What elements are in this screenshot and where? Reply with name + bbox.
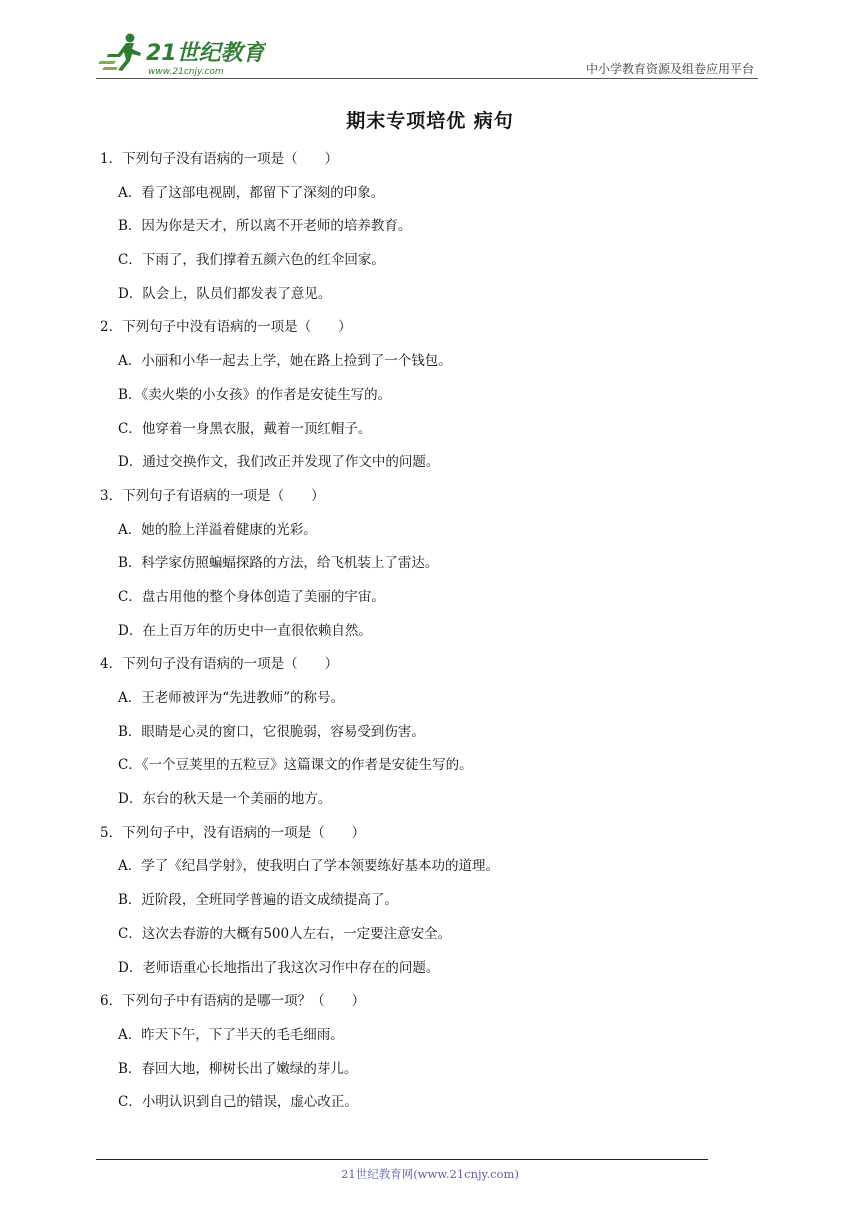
answer-option: A．昨天下午，下了半天的毛毛细雨。	[118, 1026, 344, 1043]
question-list	[100, 149, 740, 1126]
header-divider	[96, 78, 758, 79]
footer-divider	[96, 1159, 708, 1160]
answer-option: B．眼睛是心灵的窗口，它很脆弱，容易受到伤害。	[118, 723, 425, 740]
answer-option: C．小明认识到自己的错误，虚心改正。	[118, 1094, 358, 1111]
answer-option: C．下雨了，我们撑着五颜六色的红伞回家。	[118, 252, 385, 269]
answer-option: D．队会上，队员们都发表了意见。	[118, 285, 332, 302]
question-stem: 2．下列句子中没有语病的一项是（ ）	[100, 319, 352, 336]
answer-option: B．科学家仿照蝙蝠探路的方法，给飞机装上了雷达。	[118, 555, 439, 572]
answer-option: A．她的脸上洋溢着健康的光彩。	[118, 521, 317, 538]
question-stem: 3．下列句子有语病的一项是（ ）	[100, 487, 325, 504]
answer-option: B．近阶段，全班同学普遍的语文成绩提高了。	[118, 892, 398, 909]
question-stem: 4．下列句子没有语病的一项是（ ）	[100, 656, 339, 673]
question-stem: 6．下列句子中有语病的是哪一项？（ ）	[100, 993, 366, 1010]
answer-option: C．他穿着一身黑衣服，戴着一顶红帽子。	[118, 420, 372, 437]
logo-21cnjy	[96, 30, 266, 78]
question-stem: 1．下列句子没有语病的一项是（ ）	[100, 151, 339, 167]
answer-option: A．小丽和小华一起去上学，她在路上捡到了一个钱包。	[118, 353, 452, 370]
answer-option: D．在上百万年的历史中一直很依赖自然。	[118, 622, 372, 639]
answer-option: D．老师语重心长地指出了我这次习作中存在的问题。	[118, 959, 440, 976]
answer-option: D．通过交换作文，我们改正并发现了作文中的问题。	[118, 454, 440, 471]
svg-text:21世纪教育: 21世纪教育	[146, 41, 265, 66]
svg-text:www.21cnjy.com: www.21cnjy.com	[148, 67, 224, 77]
answer-option: C．这次去春游的大概有500人左右，一定要注意安全。	[118, 925, 452, 942]
platform-tagline: 中小学教育资源及组卷应用平台	[585, 62, 754, 76]
answer-option: B．春回大地，柳树长出了嫩绿的芽儿。	[118, 1060, 358, 1077]
answer-option: B．《卖火柴的小女孩》的作者是安徒生写的。	[118, 386, 392, 403]
answer-option: C．《一个豆荚里的五粒豆》这篇课文的作者是安徒生写的。	[118, 757, 473, 774]
page-header	[96, 30, 758, 78]
answer-option: A．看了这部电视剧，都留下了深刻的印象。	[118, 184, 385, 201]
question-stem: 5．下列句子中，没有语病的一项是（ ）	[100, 824, 366, 841]
answer-option: C．盘古用他的整个身体创造了美丽的宇宙。	[118, 588, 385, 605]
answer-option: B．因为你是天才，所以离不开老师的培养教育。	[118, 218, 412, 235]
footer-text: 21世纪教育网(www.21cnjy.com)	[341, 1167, 519, 1181]
answer-option: A．学了《纪昌学射》，使我明白了学本领要练好基本功的道理。	[118, 858, 499, 875]
answer-option: D．东台的秋天是一个美丽的地方。	[118, 791, 332, 808]
page-title: 期末专项培优 病句	[346, 110, 514, 132]
answer-option: A．王老师被评为“先进教师”的称号。	[118, 690, 345, 706]
